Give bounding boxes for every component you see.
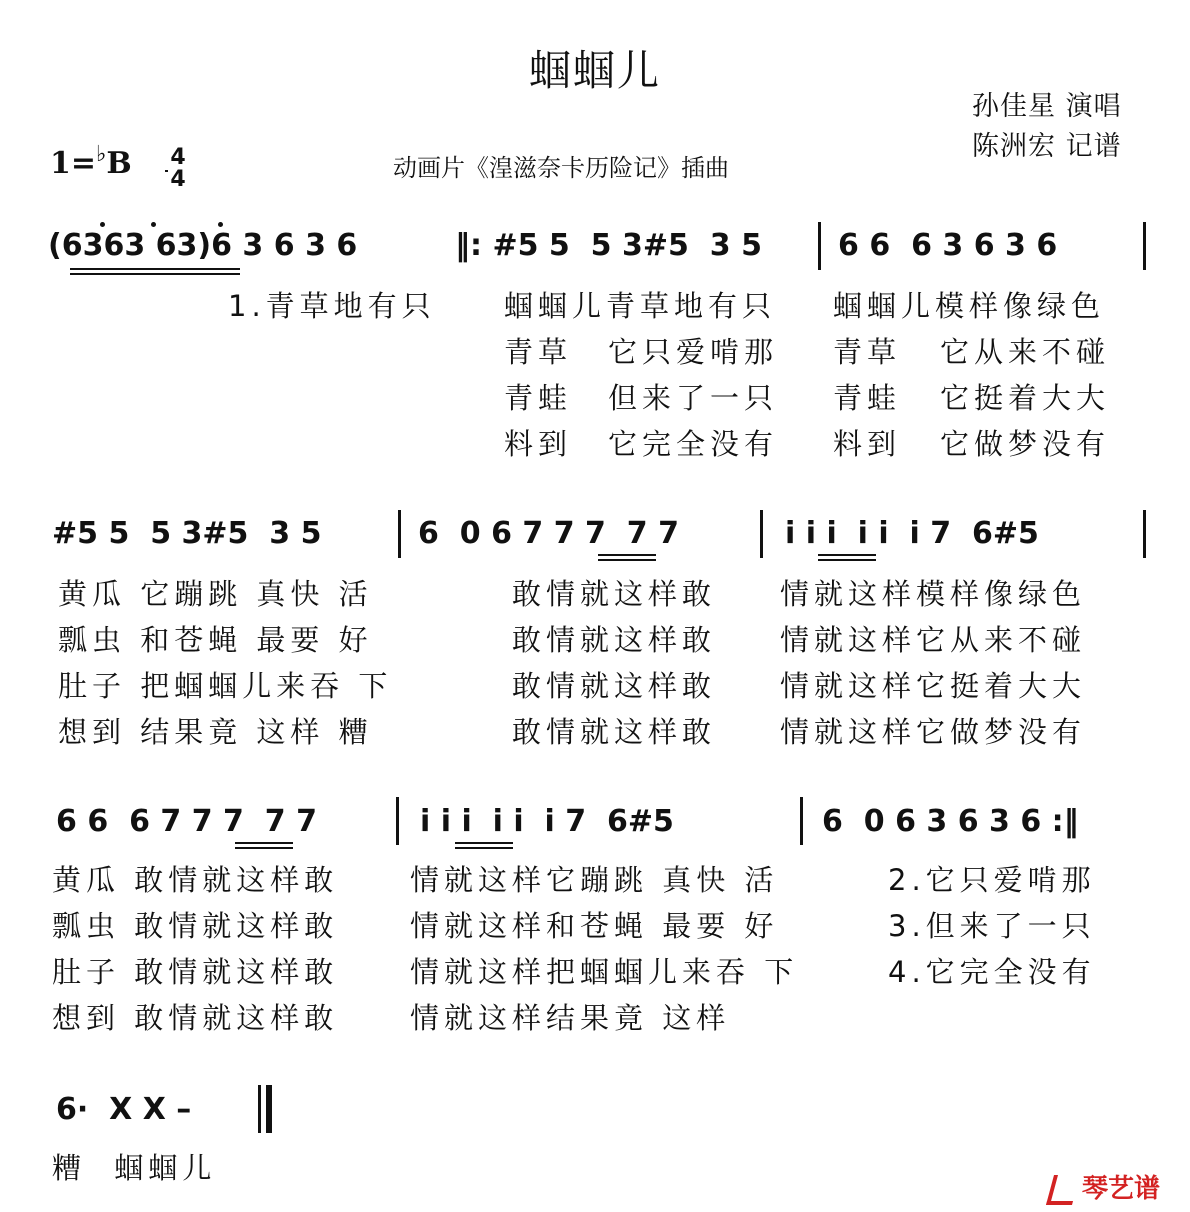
beam <box>818 554 876 556</box>
lyric-verse-1: 1.青草地有只 <box>228 289 436 323</box>
notes-segment: 6 0 6 3 6 3 6 :‖ <box>822 804 1079 839</box>
beam <box>70 268 240 270</box>
lyric-verse-3: 情就这样把蝈蝈儿来吞 下 <box>410 955 799 989</box>
lyric-verse-4: 想到 敢情就这样敢 <box>52 1001 339 1035</box>
lyric-verse-2: 3.但来了一只 <box>888 909 1096 943</box>
notes-segment: 6· X X – <box>56 1092 192 1127</box>
octave-dot <box>100 222 105 227</box>
lyric-verse-2: 它从来不碰 <box>940 335 1111 369</box>
logo-text: 琴艺谱 <box>1082 1174 1161 1204</box>
octave-dot <box>151 222 156 227</box>
lyric-verse-4: 敢情就这样敢 <box>512 715 717 749</box>
lyric-verse-2: 它只爱啃那 <box>608 335 779 369</box>
beam <box>455 847 513 849</box>
notes-segment: 6 6 6 3 6 3 6 <box>838 228 1058 263</box>
lyric-verse-4: 想到 结果竟 这样 糟 <box>58 715 373 749</box>
lyric-verse-1: 2.它只爱啃那 <box>888 863 1096 897</box>
time-denominator: 4 <box>170 167 186 192</box>
beam <box>455 842 513 844</box>
notes-segment: i i i i i i 7 6#5 <box>785 516 1039 551</box>
lyric-verse-1: 黄瓜 它蹦跳 真快 活 <box>58 577 373 611</box>
lyric-verse-4: 料到 <box>504 427 573 461</box>
lyric-verse-1: 蝈蝈儿青草地有只 <box>504 289 777 323</box>
lyric-verse-4: 情就这样结果竟 这样 <box>410 1001 731 1035</box>
transcriber-credit: 陈洲宏 记谱 <box>972 131 1122 162</box>
barline <box>818 222 821 270</box>
notes-segment: 6 0 6 7 7 7 7 7 <box>418 516 679 551</box>
song-subtitle: 动画片《湟滋奈卡历险记》插曲 <box>393 154 729 182</box>
lyric-verse-3: 情就这样它挺着大大 <box>780 669 1087 703</box>
key-signature <box>50 142 132 181</box>
barline <box>258 1085 261 1133</box>
time-numerator: 4 <box>170 145 186 170</box>
qinyipu-logo-icon <box>1046 1175 1080 1205</box>
lyric-verse-4: 料到 <box>833 427 902 461</box>
notes-segment: 6 6 6 7 7 7 7 7 <box>56 804 317 839</box>
barline <box>1143 510 1146 558</box>
barline <box>396 797 399 845</box>
key-letter: B <box>106 146 132 181</box>
lyric-verse-3: 肚子 把蝈蝈儿来吞 下 <box>58 669 393 703</box>
beam <box>598 554 656 556</box>
lyric-verse-2: 青草 <box>504 335 573 369</box>
beam <box>598 559 656 561</box>
lyric-verse-1: 糟 蝈蝈儿 <box>52 1151 217 1185</box>
notes-segment: i i i i i i 7 6#5 <box>420 804 674 839</box>
final-barline <box>266 1085 272 1133</box>
lyric-verse-2: 瓢虫 和苍蝇 最要 好 <box>58 623 373 657</box>
barline <box>398 510 401 558</box>
site-logo <box>1050 1168 1160 1205</box>
lyric-verse-3: 青蛙 <box>833 381 902 415</box>
beam <box>235 847 293 849</box>
lyric-verse-2: 瓢虫 敢情就这样敢 <box>52 909 339 943</box>
performer-credit: 孙佳星 演唱 <box>972 91 1122 122</box>
lyric-verse-4: 它做梦没有 <box>940 427 1111 461</box>
notes-segment: #5 5 5 3#5 3 5 <box>52 516 322 551</box>
lyric-verse-2: 敢情就这样敢 <box>512 623 717 657</box>
lyric-verse-1: 情就这样它蹦跳 真快 活 <box>410 863 779 897</box>
lyric-verse-1: 敢情就这样敢 <box>512 577 717 611</box>
lyric-verse-2: 情就这样它从来不碰 <box>780 623 1087 657</box>
barline <box>760 510 763 558</box>
lyric-verse-1: 蝈蝈儿模样像绿色 <box>833 289 1106 323</box>
lyric-verse-4: 它完全没有 <box>608 427 779 461</box>
lyric-verse-2: 青草 <box>833 335 902 369</box>
lyric-verse-1: 情就这样模样像绿色 <box>780 577 1087 611</box>
song-title: 蝈蝈儿 <box>528 46 661 95</box>
time-signature <box>165 147 191 191</box>
lyric-verse-3: 肚子 敢情就这样敢 <box>52 955 339 989</box>
lyric-verse-4: 情就这样它做梦没有 <box>780 715 1087 749</box>
lyric-verse-3: 但来了一只 <box>608 381 779 415</box>
beam <box>70 273 240 275</box>
flat-symbol: ♭ <box>96 142 107 167</box>
lyric-verse-1: 黄瓜 敢情就这样敢 <box>52 863 339 897</box>
notes-segment: (6363 63)6 3 6 3 6 <box>48 228 358 263</box>
lyric-verse-3: 它挺着大大 <box>940 381 1111 415</box>
lyric-verse-2: 情就这样和苍蝇 最要 好 <box>410 909 779 943</box>
notes-segment: ‖: #5 5 5 3#5 3 5 <box>455 228 762 263</box>
key-prefix: 1= <box>50 146 97 181</box>
octave-dot <box>218 222 223 227</box>
lyric-verse-3: 青蛙 <box>504 381 573 415</box>
beam <box>235 842 293 844</box>
lyric-verse-3: 敢情就这样敢 <box>512 669 717 703</box>
barline <box>1143 222 1146 270</box>
barline <box>800 797 803 845</box>
lyric-verse-3: 4.它完全没有 <box>888 955 1096 989</box>
beam <box>818 559 876 561</box>
